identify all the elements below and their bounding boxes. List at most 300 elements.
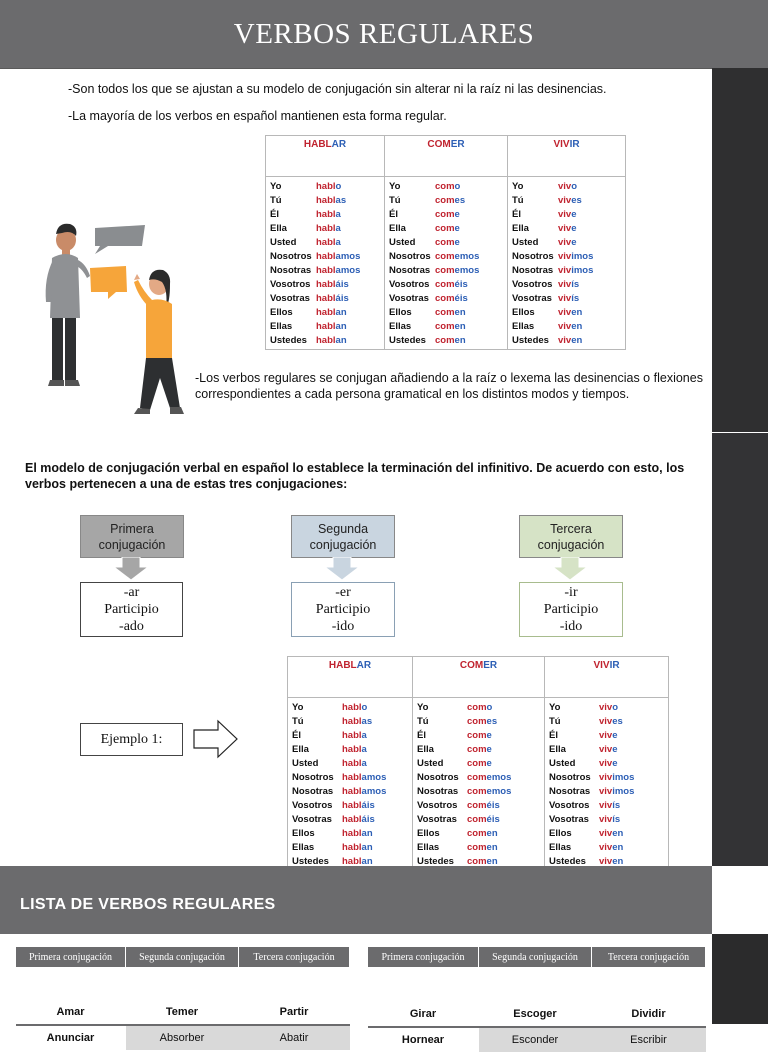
conj-verb-stem: com <box>435 264 455 276</box>
conj-verb-stem: viv <box>558 194 572 206</box>
conj-verb <box>467 814 500 825</box>
conj-row <box>292 770 408 784</box>
conj-row <box>292 714 408 728</box>
conj-verb <box>342 702 367 713</box>
list-cell: Girar <box>368 1002 479 1027</box>
conj-row <box>549 798 664 812</box>
conj-header-ending: ER <box>450 139 465 150</box>
conj-pronoun: Él <box>417 729 426 741</box>
conj-verb-ending: e <box>612 743 618 755</box>
conj-verb <box>558 209 577 220</box>
conj-verb-stem: habl <box>342 827 362 839</box>
conj-verb-ending: an <box>361 855 373 867</box>
conj-verb-ending: amos <box>361 771 387 783</box>
conj-verb-ending: ís <box>571 278 580 290</box>
conj-row <box>389 221 503 235</box>
conj-row <box>512 277 621 291</box>
conj-verb <box>467 800 500 811</box>
conj-verb <box>467 730 492 741</box>
conj-verb-stem: viv <box>599 855 613 867</box>
conj-verb <box>342 842 373 853</box>
conj-pronoun: Vosotros <box>549 799 590 811</box>
conj-row <box>389 249 503 263</box>
list-cell: Temer <box>126 1000 239 1025</box>
segunda-conjugacion-label: Segunda conjugación <box>309 521 377 552</box>
conj-row <box>270 333 380 347</box>
conj-verb-stem: com <box>467 813 487 825</box>
conj-row <box>512 263 621 277</box>
conj-verb <box>435 265 479 276</box>
conj-verb <box>467 856 498 867</box>
conj-verb <box>316 251 360 262</box>
conj-row <box>549 700 664 714</box>
conj-verb-stem: com <box>435 278 455 290</box>
conj-pronoun: Nosotros <box>512 250 554 262</box>
conj-header <box>545 657 669 698</box>
conj-verb <box>435 307 466 318</box>
primera-conjugacion-label: Primera conjugación <box>98 521 166 552</box>
conj-row <box>292 840 408 854</box>
conj-verb-ending: en <box>612 841 624 853</box>
ejemplo-label: Ejemplo 1: <box>100 732 163 747</box>
conj-verb <box>342 856 373 867</box>
conj-row <box>417 756 540 770</box>
conj-row <box>417 812 540 826</box>
conj-pronoun: Yo <box>292 701 304 713</box>
arrow-down-icon <box>324 557 360 581</box>
conj-verb-ending: imos <box>571 250 594 262</box>
conj-pronoun: Vosotras <box>512 292 552 304</box>
segunda-participio: Participio <box>315 602 371 617</box>
conj-verb <box>342 814 375 825</box>
conj-verb-stem: habl <box>342 743 362 755</box>
conj-verb-stem: viv <box>558 334 572 346</box>
conj-verb-stem: habl <box>342 771 362 783</box>
conj-verb-ending: en <box>454 334 466 346</box>
conj-verb-ending: an <box>361 841 373 853</box>
conj-pronoun: Ellos <box>270 306 293 318</box>
conj-pronoun: Nosotros <box>389 250 431 262</box>
conj-pronoun: Usted <box>417 757 444 769</box>
conj-verb <box>599 800 620 811</box>
conj-row <box>549 826 664 840</box>
conj-row <box>512 305 621 319</box>
conj-pronoun: Tú <box>389 194 401 206</box>
list-cell: Partir <box>239 1000 350 1025</box>
conj-verb-ending: es <box>486 715 498 727</box>
conj-row <box>270 277 380 291</box>
conj-verb <box>467 772 511 783</box>
conj-pronoun: Tú <box>549 715 561 727</box>
conj-verb-stem: habl <box>316 208 336 220</box>
conj-row <box>270 291 380 305</box>
conj-verb <box>316 335 347 346</box>
conj-verb <box>558 307 582 318</box>
conj-verb-ending: en <box>454 306 466 318</box>
conj-verb-stem: habl <box>316 264 336 276</box>
conj-verb-stem: com <box>435 334 455 346</box>
conj-row <box>417 742 540 756</box>
conj-verb-ending: amos <box>361 785 387 797</box>
conj-row <box>292 728 408 742</box>
conj-verb <box>342 758 367 769</box>
conj-header-ending: IR <box>569 139 580 150</box>
conj-verb-stem: habl <box>342 799 362 811</box>
tercera-suffix: -ido <box>559 619 583 634</box>
conj-pronoun: Nosotros <box>270 250 312 262</box>
conj-verb-ending: a <box>361 743 367 755</box>
conj-verb-ending: áis <box>335 278 349 290</box>
conj-verb-ending: o <box>612 701 619 713</box>
conj-verb-stem: com <box>467 841 487 853</box>
conj-verb-stem: habl <box>342 715 362 727</box>
conj-verb <box>599 786 634 797</box>
man-figure <box>46 224 90 386</box>
arrow-down-icon <box>113 557 149 581</box>
conj-pronoun: Yo <box>512 180 524 192</box>
conj-verb-ending: emos <box>486 785 512 797</box>
conj-verb-ending: o <box>486 701 493 713</box>
conj-verb-ending: a <box>361 757 367 769</box>
conj-column <box>413 698 545 871</box>
conj-verb-stem: habl <box>316 194 336 206</box>
conj-verb <box>599 772 634 783</box>
conj-pronoun: Ellas <box>417 841 440 853</box>
conj-column <box>385 177 508 350</box>
conj-verb <box>342 744 367 755</box>
conj-verb-ending: o <box>335 180 342 192</box>
conj-verb-stem: habl <box>342 841 362 853</box>
conj-row <box>270 249 380 263</box>
conj-verb <box>342 786 386 797</box>
conj-row <box>512 221 621 235</box>
conj-verb <box>316 321 347 332</box>
conj-pronoun: Él <box>292 729 301 741</box>
conj-verb <box>435 293 468 304</box>
conj-row <box>417 700 540 714</box>
conj-verb-ending: en <box>571 306 583 318</box>
conj-verb-stem: viv <box>599 813 613 825</box>
conj-verb-ending: e <box>612 757 618 769</box>
conj-verb-stem: viv <box>558 278 572 290</box>
conj-row <box>270 235 380 249</box>
conj-pronoun: Él <box>270 208 279 220</box>
conj-verb-ending: as <box>361 715 373 727</box>
conj-verb <box>316 181 341 192</box>
conj-verb-ending: en <box>612 855 624 867</box>
conj-row <box>512 235 621 249</box>
conj-pronoun: Nosotras <box>292 785 334 797</box>
conj-pronoun: Ustedes <box>512 334 549 346</box>
conj-row <box>417 714 540 728</box>
conj-verb-stem: habl <box>342 701 362 713</box>
conj-verb-stem: habl <box>342 729 362 741</box>
conj-verb-stem: viv <box>558 250 572 262</box>
conjugation-table-bottom <box>287 656 669 871</box>
conj-pronoun: Ella <box>512 222 529 234</box>
conj-pronoun: Vosotras <box>389 292 429 304</box>
conj-verb-stem: com <box>435 236 455 248</box>
conj-verb-stem: habl <box>316 236 336 248</box>
conj-row <box>549 840 664 854</box>
conj-verb <box>467 758 492 769</box>
conj-verb-ending: áis <box>361 799 375 811</box>
conj-header-ending: ER <box>483 660 498 671</box>
conj-verb <box>316 195 346 206</box>
conj-row <box>292 784 408 798</box>
conj-verb <box>435 335 466 346</box>
conj-row <box>292 812 408 826</box>
conj-pronoun: Ellas <box>270 320 293 332</box>
conj-pronoun: Yo <box>389 180 401 192</box>
conj-header <box>508 136 626 177</box>
conj-verb-stem: viv <box>599 785 613 797</box>
conj-verb-stem: habl <box>316 320 336 332</box>
conj-verb-stem: com <box>435 292 455 304</box>
conj-verb-stem: com <box>435 222 455 234</box>
conj-pronoun: Vosotras <box>417 813 457 825</box>
conj-verb <box>599 842 623 853</box>
conj-verb <box>316 223 341 234</box>
conj-verb-stem: habl <box>342 757 362 769</box>
conjugation-table-top <box>265 135 626 350</box>
conj-pronoun: Nosotras <box>389 264 431 276</box>
conj-verb-ending: o <box>571 180 578 192</box>
conj-verb-ending: e <box>454 222 460 234</box>
conj-row <box>389 277 503 291</box>
conj-pronoun: Ella <box>270 222 287 234</box>
conj-verb-stem: viv <box>558 208 572 220</box>
conj-pronoun: Usted <box>549 757 576 769</box>
conj-pronoun: Él <box>389 208 398 220</box>
conj-verb <box>467 786 511 797</box>
conj-column <box>288 698 413 871</box>
segunda-ending-box <box>291 582 395 637</box>
conj-pronoun: Ustedes <box>270 334 307 346</box>
conj-pronoun: Ellos <box>512 306 535 318</box>
conj-pronoun: Nosotras <box>549 785 591 797</box>
segunda-conjugacion-box <box>291 515 395 558</box>
speech-bubble-gray-icon <box>95 225 145 254</box>
conj-row <box>417 840 540 854</box>
conj-verb-ending: éis <box>454 278 468 290</box>
conj-verb-ending: en <box>571 334 583 346</box>
conj-verb <box>342 828 373 839</box>
conj-verb-ending: imos <box>612 785 635 797</box>
conj-pronoun: Usted <box>512 236 539 248</box>
conj-verb <box>435 223 460 234</box>
conj-pronoun: Ellos <box>417 827 440 839</box>
conj-verb-stem: viv <box>558 292 572 304</box>
conj-verb-ending: imos <box>571 264 594 276</box>
conj-verb <box>558 335 582 346</box>
list-cell: Abatir <box>239 1025 350 1050</box>
list-cell: Escribir <box>592 1027 706 1052</box>
conj-verb-stem: habl <box>342 785 362 797</box>
conj-row <box>389 305 503 319</box>
list-header-segunda: Segunda conjugación <box>126 947 239 968</box>
conj-verb-stem: com <box>467 743 487 755</box>
page-title: VERBOS REGULARES <box>233 18 535 50</box>
conj-row <box>417 826 540 840</box>
conj-header <box>266 136 385 177</box>
conj-pronoun: Tú <box>270 194 282 206</box>
conj-verb-ending: an <box>335 306 347 318</box>
conj-row <box>512 179 621 193</box>
conj-row <box>512 193 621 207</box>
conj-verb-ending: an <box>335 334 347 346</box>
conj-header <box>288 657 413 698</box>
tercera-conjugacion-label: Tercera conjugación <box>537 521 605 552</box>
conj-verb-stem: com <box>467 827 487 839</box>
conj-verb <box>599 856 623 867</box>
conj-pronoun: Ellas <box>512 320 535 332</box>
conj-pronoun: Ellas <box>549 841 572 853</box>
conj-column <box>545 698 669 871</box>
conj-row <box>549 812 664 826</box>
conj-verb-ending: ís <box>612 799 621 811</box>
conj-verb-stem: com <box>467 855 487 867</box>
conj-row <box>389 235 503 249</box>
conj-row <box>512 249 621 263</box>
arrow-down-icon <box>552 557 588 581</box>
conj-verb-ending: amos <box>335 250 361 262</box>
conj-verb-stem: viv <box>558 180 572 192</box>
conj-verb <box>467 842 498 853</box>
conj-row <box>270 179 380 193</box>
conj-pronoun: Ellos <box>389 306 412 318</box>
conj-row <box>417 798 540 812</box>
conj-verb-stem: habl <box>316 278 336 290</box>
conj-verb-ending: an <box>361 827 373 839</box>
conj-pronoun: Ustedes <box>292 855 329 867</box>
conj-header <box>385 136 508 177</box>
conj-verb-ending: éis <box>486 799 500 811</box>
conj-verb-ending: an <box>335 320 347 332</box>
conj-verb-ending: áis <box>335 292 349 304</box>
conj-verb <box>599 730 618 741</box>
conj-pronoun: Vosotros <box>417 799 458 811</box>
conj-verb-ending: en <box>486 827 498 839</box>
conj-row <box>270 193 380 207</box>
conj-verb <box>558 321 582 332</box>
conj-verb <box>467 702 492 713</box>
lista-table-left <box>15 946 350 1050</box>
conj-row <box>292 700 408 714</box>
conj-pronoun: Ella <box>389 222 406 234</box>
conj-pronoun: Vosotros <box>292 799 333 811</box>
primera-suffix: -ado <box>119 619 144 634</box>
primera-participio: Participio <box>104 602 159 617</box>
conj-pronoun: Ellas <box>292 841 315 853</box>
conj-pronoun: Ellos <box>549 827 572 839</box>
lista-title: LISTA DE VERBOS REGULARES <box>20 896 276 913</box>
conj-pronoun: Tú <box>512 194 524 206</box>
conj-pronoun: Ella <box>417 743 434 755</box>
conj-pronoun: Vosotros <box>389 278 430 290</box>
conj-verb-stem: com <box>435 306 455 318</box>
conj-verb-stem: com <box>467 757 487 769</box>
conj-verb-stem: viv <box>558 236 572 248</box>
conj-verb-ending: o <box>361 701 368 713</box>
conj-pronoun: Ellas <box>389 320 412 332</box>
conj-verb-ending: en <box>612 827 624 839</box>
conj-verb-ending: en <box>454 320 466 332</box>
conj-pronoun: Nosotros <box>549 771 591 783</box>
conj-pronoun: Yo <box>270 180 282 192</box>
conj-verb <box>435 195 465 206</box>
conj-header-ending: IR <box>609 660 620 671</box>
conj-verb-stem: viv <box>558 264 572 276</box>
conj-verb-stem: habl <box>316 180 336 192</box>
conj-verb <box>467 744 492 755</box>
conj-verb-stem: habl <box>316 250 336 262</box>
conj-header-ending: AR <box>331 139 347 150</box>
speech-bubble-orange-icon <box>90 266 127 299</box>
conj-row <box>270 305 380 319</box>
conj-verb-ending: es <box>571 194 582 206</box>
conj-verb <box>435 279 468 290</box>
conj-pronoun: Nosotras <box>417 785 459 797</box>
conj-pronoun: Usted <box>270 236 297 248</box>
conj-pronoun: Nosotros <box>417 771 459 783</box>
conj-verb <box>558 181 577 192</box>
conj-header-stem: COM <box>459 660 484 671</box>
list-cell: Hornear <box>401 1034 445 1046</box>
list-header-tercera: Tercera conjugación <box>592 947 706 968</box>
conj-verb-ending: e <box>571 208 577 220</box>
conj-pronoun: Tú <box>292 715 304 727</box>
conj-verb-ending: a <box>335 208 341 220</box>
conj-row <box>512 207 621 221</box>
conj-verb-ending: ís <box>571 292 580 304</box>
conj-verb <box>342 772 386 783</box>
conj-verb <box>558 251 593 262</box>
conj-verb <box>558 195 582 206</box>
conj-verb-ending: e <box>454 208 460 220</box>
conj-verb <box>599 702 618 713</box>
conj-header-stem: VIV <box>593 660 610 671</box>
conj-pronoun: Usted <box>292 757 319 769</box>
conj-pronoun: Nosotras <box>512 264 554 276</box>
conj-verb-stem: habl <box>316 306 336 318</box>
conj-header-stem: HABL <box>303 139 332 150</box>
conj-verb-ending: a <box>335 236 341 248</box>
list-cell: Dividir <box>592 1002 706 1027</box>
right-sidebar-band-bottom <box>712 934 768 1024</box>
conj-verb-ending: a <box>335 222 341 234</box>
conj-verb <box>599 716 623 727</box>
conj-pronoun: Nosotras <box>270 264 312 276</box>
conj-verb-ending: emos <box>486 771 512 783</box>
conj-verb <box>599 814 620 825</box>
conj-pronoun: Tú <box>417 715 429 727</box>
conj-header-stem: HABL <box>328 660 357 671</box>
conj-verb-stem: habl <box>342 813 362 825</box>
list-header-tercera: Tercera conjugación <box>239 947 350 968</box>
conj-verb-ending: es <box>454 194 466 206</box>
conj-row <box>549 728 664 742</box>
conj-verb-stem: com <box>467 799 487 811</box>
conj-verb-ending: e <box>612 729 618 741</box>
list-cell: Esconder <box>479 1027 592 1052</box>
conj-verb-stem: viv <box>599 757 613 769</box>
conj-verb-stem: viv <box>599 841 613 853</box>
conj-row <box>292 826 408 840</box>
conj-header <box>413 657 545 698</box>
conj-verb <box>316 237 341 248</box>
conj-row <box>292 742 408 756</box>
